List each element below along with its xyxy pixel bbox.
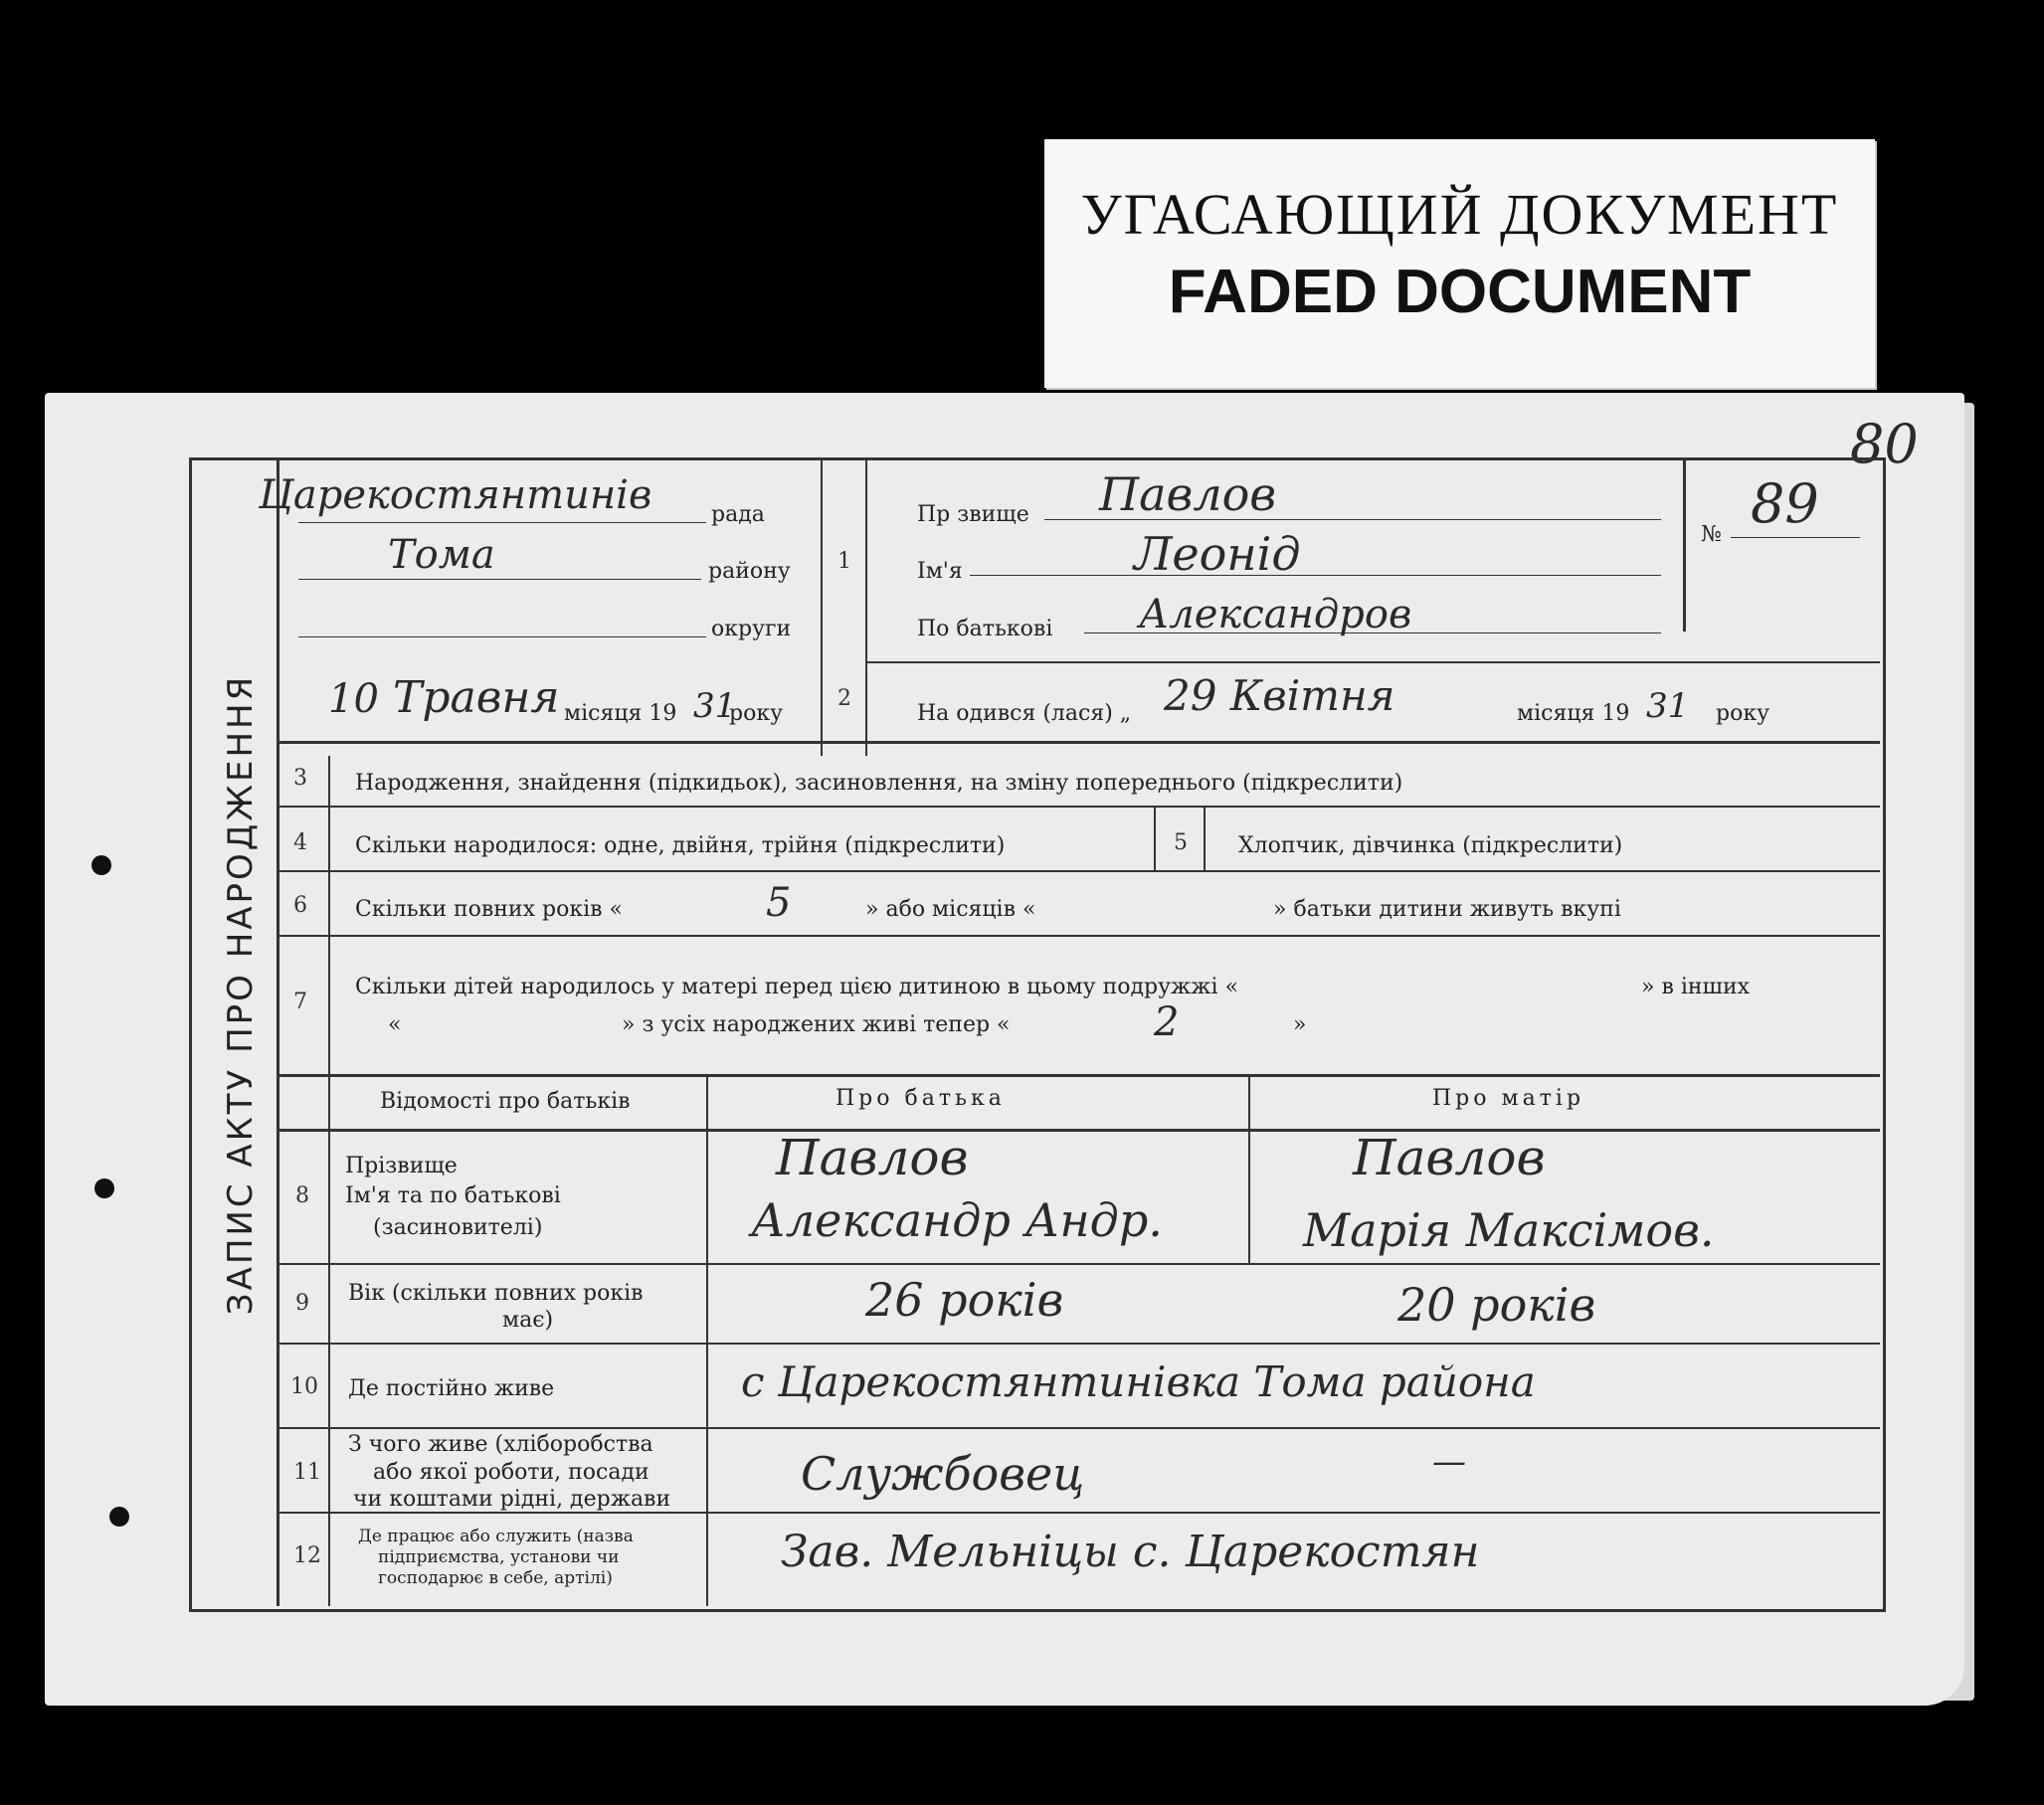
record-number-label: № xyxy=(1701,522,1722,547)
row-7-line-1: Скільки дітей народилось у матері перед цією дитиною в цьому подружжі « xyxy=(355,975,1239,999)
row-11-number: 11 xyxy=(293,1460,321,1485)
surname-label: Пр звище xyxy=(917,502,1029,527)
mother-occupation: — xyxy=(1432,1442,1466,1482)
row-3-number: 3 xyxy=(293,766,307,791)
rada-label: рада xyxy=(711,502,765,527)
row-6-text-a: Скільки повних років « xyxy=(355,897,623,922)
registration-year: 31 xyxy=(693,686,737,726)
mother-age: 20 років xyxy=(1397,1278,1596,1332)
row-4-number: 4 xyxy=(293,830,307,855)
row-8-label-3: (засиновителі) xyxy=(373,1215,543,1240)
row-9-label-2: має) xyxy=(502,1308,554,1333)
surname-value: Павлов xyxy=(1099,467,1277,521)
name-value: Леонід xyxy=(1134,527,1301,581)
registration-month: Травня xyxy=(393,672,560,723)
row-6-text-c: » батьки дитини живуть вкупі xyxy=(1273,897,1621,922)
row-8-label-1: Прізвище xyxy=(345,1154,458,1178)
birth-year-label: року xyxy=(1716,701,1770,726)
form-side-title: ЗАПИС АКТУ ПРО НАРОДЖЕННЯ xyxy=(221,673,261,1316)
row-11-label-3: чи коштами рідні, держави xyxy=(353,1487,671,1512)
patronymic-label: По батькові xyxy=(917,617,1053,641)
mother-surname: Павлов xyxy=(1353,1129,1546,1186)
parents-info-label: Відомості про батьків xyxy=(380,1089,631,1114)
row-6-text-b: » або місяців « xyxy=(865,897,1036,922)
row-9-number: 9 xyxy=(295,1291,309,1316)
archive-number: 80 xyxy=(1850,413,1919,475)
years-together-value: 5 xyxy=(766,880,792,926)
record-number-value: 89 xyxy=(1751,472,1819,535)
residence-value: с Царекостянтинівка Тома района xyxy=(741,1357,1536,1406)
row-5-text: Хлопчик, дівчинка (підкреслити) xyxy=(1238,833,1623,858)
registration-month-label: місяця 19 xyxy=(564,701,677,726)
row-7-line-2-a: « xyxy=(388,1012,402,1037)
row-6-number: 6 xyxy=(293,893,307,918)
patronymic-value: Александров xyxy=(1139,592,1412,637)
father-name: Александр Андр. xyxy=(751,1193,1163,1247)
faded-label-english: FADED DOCUMENT xyxy=(1168,258,1752,326)
row-8-number: 8 xyxy=(295,1183,309,1208)
row-11-label-1: З чого живе (хліборобства xyxy=(348,1432,653,1457)
faded-document-label xyxy=(1044,139,1875,388)
punch-hole xyxy=(109,1507,129,1527)
father-age: 26 років xyxy=(865,1273,1064,1327)
birth-date-value: 29 Квітня xyxy=(1164,671,1395,720)
row-10-number: 10 xyxy=(290,1374,318,1399)
birth-month-label: місяця 19 xyxy=(1517,701,1630,726)
registration-year-label: року xyxy=(729,701,784,726)
row-5-number: 5 xyxy=(1174,830,1188,855)
rayon-value: Тома xyxy=(388,532,495,578)
row-3-text: Народження, знайдення (підкидьок), засиновлення, на зміну попереднього (підкреслити) xyxy=(355,771,1403,796)
okruha-label: округи xyxy=(711,617,792,641)
row-8-label-2: Ім'я та по батькові xyxy=(345,1183,561,1208)
punch-hole xyxy=(92,855,111,875)
row-7-number: 7 xyxy=(293,990,307,1014)
row-7-line-1-end: » в інших xyxy=(1641,975,1751,999)
rayon-label: району xyxy=(708,559,791,584)
row-7-line-2-c: » xyxy=(1293,1012,1307,1037)
row-1-number: 1 xyxy=(837,549,851,574)
name-label: Ім'я xyxy=(917,559,963,584)
rada-value: Царекостянтинів xyxy=(259,472,652,518)
mother-name: Марія Максімов. xyxy=(1303,1203,1715,1257)
born-label: На одився (лася) „ xyxy=(917,701,1132,726)
punch-hole xyxy=(94,1178,114,1198)
workplace-value: Зав. Мельніцы с. Царекостян xyxy=(781,1527,1480,1577)
father-occupation: Службовец xyxy=(801,1447,1085,1501)
row-12-number: 12 xyxy=(293,1543,321,1568)
row-12-label-1: Де працює або служить (назва xyxy=(358,1527,634,1546)
row-9-label-1: Вік (скільки повних років xyxy=(348,1281,644,1306)
row-12-label-2: підприємства, установи чи xyxy=(378,1547,620,1567)
row-7-line-2-b: » з усіх народжених живі тепер « xyxy=(622,1012,1011,1037)
faded-label-russian: УГАСАЮЩИЙ ДОКУМЕНТ xyxy=(1080,182,1839,247)
birth-year: 31 xyxy=(1646,686,1690,726)
father-surname: Павлов xyxy=(776,1129,969,1186)
row-4-text: Скільки народилося: одне, двійня, трійня (підкреслити) xyxy=(355,833,1006,858)
living-children-value: 2 xyxy=(1154,999,1180,1045)
row-12-label-3: господарює в себе, артілі) xyxy=(378,1568,613,1588)
row-11-label-2: або якої роботи, посади xyxy=(373,1460,650,1485)
father-column-header: Про батька xyxy=(836,1086,1006,1111)
mother-column-header: Про матір xyxy=(1432,1086,1585,1111)
row-2-number: 2 xyxy=(837,686,851,711)
registration-day: 10 xyxy=(328,676,379,722)
row-10-label: Де постійно живе xyxy=(348,1376,555,1401)
